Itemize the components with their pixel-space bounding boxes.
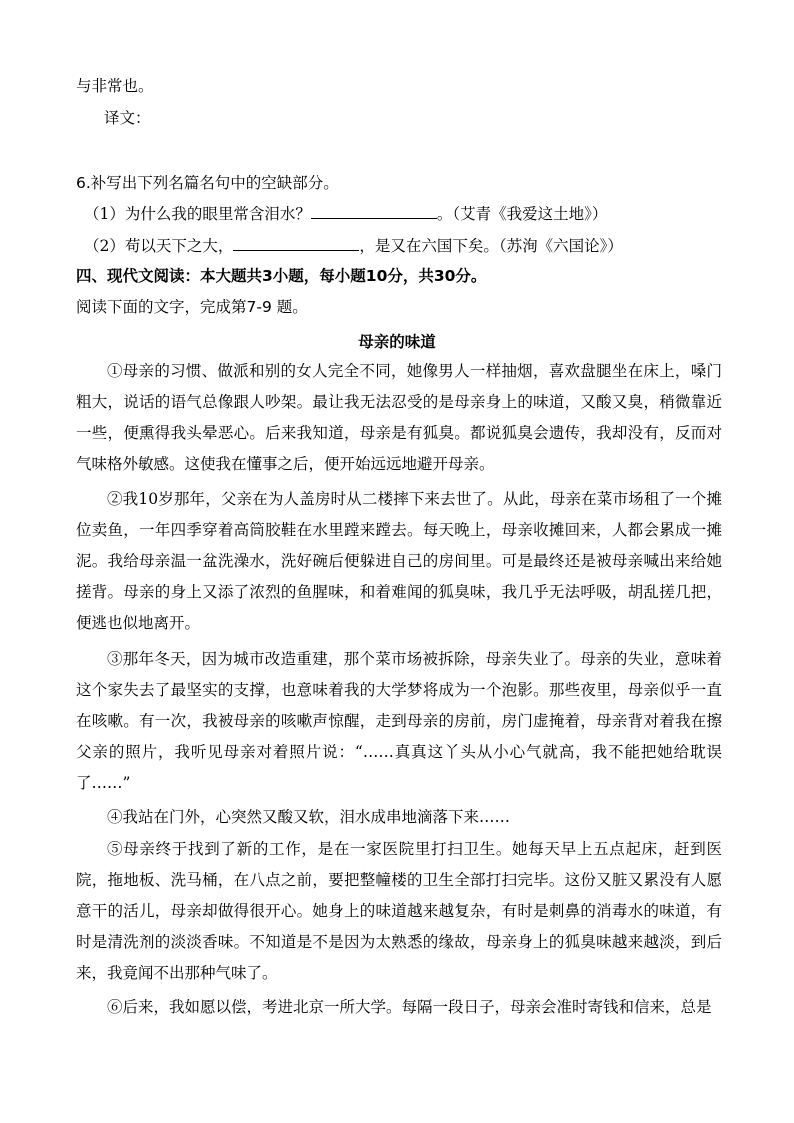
item-2-after: ，是又在六国下矣。（苏洵《六国论》）: [359, 237, 623, 255]
item-1-blank[interactable]: [311, 203, 437, 219]
article-paragraph-3: ③那年冬天，因为城市改造重建，那个菜市场被拆除，母亲失业了。母亲的失业，意味着这个家失去了最坚实的支撑，也意味着我的大学梦将成为一个泡影。那些夜里，母亲似乎一直在咳嗽。有一次，我被母亲的咳嗽声惊醒，走到母亲的房前，房门虚掩着，母亲背对着我在擦父亲的照片，我听见母亲对着照片说：“……真真这丫头从小心气就高，我不能把她给耽误了……”: [76, 650, 722, 792]
item-1-after: 。（艾青《我爱这土地》）: [436, 205, 608, 223]
top-fragment: 与非常也。: [76, 77, 154, 95]
item-2-blank[interactable]: [233, 235, 359, 251]
article-paragraph-2: ②我10岁那年，父亲在为人盖房时从二楼摔下来去世了。从此，母亲在菜市场租了一个摊位卖鱼，一年四季穿着高筒胶鞋在水里蹚来蹚去。每天晚上，母亲收摊回来，人都会累成一摊泥。我给母亲温一盆洗澡水，洗好碗后便躲进自己的房间里。可是最终还是被母亲喊出来给她搓背。母亲的身上又添了浓烈的鱼腥味，和着难闻的狐臭味，我几乎无法呼吸，胡乱搓几把，便逃也似地离开。: [76, 490, 722, 632]
question-6-item-1: [84, 203, 607, 224]
section-4-instruction: 阅读下面的文字，完成第7-9 题。: [76, 298, 308, 316]
item-2-before: （2）苟以天下之大，: [84, 237, 234, 255]
article-paragraph-6: ⑥后来，我如愿以偿，考进北京一所大学。每隔一段日子，母亲会准时寄钱和信来，总是: [107, 998, 712, 1016]
article-title: 母亲的味道: [358, 332, 436, 351]
translation-label: 译文：: [104, 109, 151, 127]
article-paragraph-1: ①母亲的习惯、做派和别的女人完全不同，她像男人一样抽烟，喜欢盘腿坐在床上，嗓门粗大，说话的语气总像跟人吵架。最让我无法忍受的是母亲身上的味道，又酸又臭，稍微靠近一些，便熏得我头晕恶心。后来我知道，母亲是有狐臭。都说狐臭会遗传，我却没有，反而对气味格外敏感。这使我在懂事之后，便开始远远地避开母亲。: [76, 362, 722, 473]
question-6-stem: 6.补写出下列名篇名句中的空缺部分。: [76, 174, 339, 192]
question-6-item-2: [84, 235, 623, 256]
section-4-heading: 四、现代文阅读：本大题共3小题，每小题10分，共30分。: [76, 267, 487, 285]
article-paragraph-5: ⑤母亲终于找到了新的工作，是在一家医院里打扫卫生。她每天早上五点起床，赶到医院，拖地板、洗马桶，在八点之前，要把整幢楼的卫生全部打扫完毕。这份又脏又累没有人愿意干的活儿，母亲却做得很开心。她身上的味道越来越复杂，有时是刺鼻的消毒水的味道，有时是清洗剂的淡淡香味。不知道是不是因为太熟悉的缘故，母亲身上的狐臭味越来越淡，到后来，我竟闻不出那种气味了。: [76, 840, 722, 982]
item-1-before: （1）为什么我的眼里常含泪水？: [84, 205, 311, 223]
article-paragraph-4: ④我站在门外，心突然又酸又软，泪水成串地滴落下来……: [107, 808, 511, 826]
